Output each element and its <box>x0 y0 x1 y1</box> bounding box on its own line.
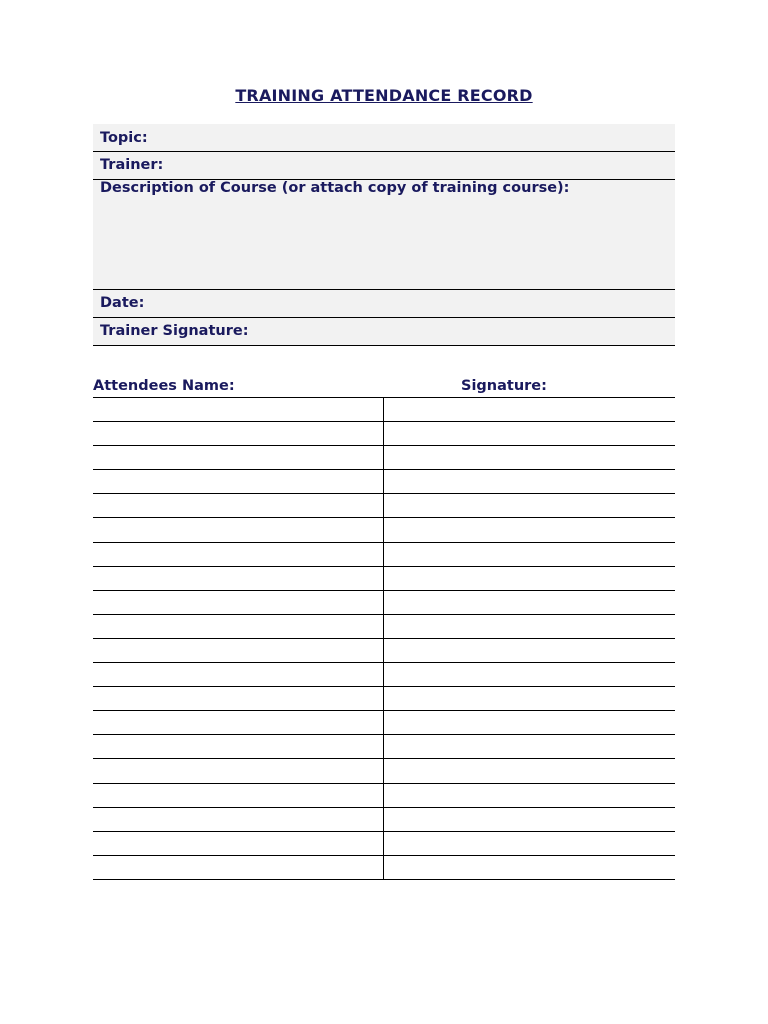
attendee-signature-cell[interactable] <box>384 567 675 590</box>
table-row <box>93 518 675 542</box>
attendee-name-cell[interactable] <box>93 398 384 421</box>
attendee-signature-cell[interactable] <box>384 398 675 421</box>
table-row <box>93 446 675 470</box>
attendee-signature-cell[interactable] <box>384 518 675 541</box>
attendee-name-cell[interactable] <box>93 639 384 662</box>
attendee-signature-cell[interactable] <box>384 446 675 469</box>
attendee-table <box>93 397 675 880</box>
attendee-signature-cell[interactable] <box>384 591 675 614</box>
table-row <box>93 735 675 759</box>
table-row <box>93 398 675 422</box>
table-row <box>93 832 675 856</box>
date-label: Date: <box>100 295 145 311</box>
attendee-name-cell[interactable] <box>93 784 384 807</box>
trainer-signature-field[interactable] <box>93 318 675 346</box>
table-row <box>93 759 675 783</box>
table-row <box>93 422 675 446</box>
attendee-signature-cell[interactable] <box>384 639 675 662</box>
attendee-name-cell[interactable] <box>93 711 384 734</box>
attendee-name-cell[interactable] <box>93 422 384 445</box>
date-field[interactable] <box>93 290 675 318</box>
attendee-signature-cell[interactable] <box>384 856 675 879</box>
attendee-name-cell[interactable] <box>93 832 384 855</box>
attendee-name-cell[interactable] <box>93 518 384 541</box>
attendee-signature-cell[interactable] <box>384 494 675 517</box>
attendee-signature-cell[interactable] <box>384 470 675 493</box>
table-row <box>93 663 675 687</box>
attendee-signature-cell[interactable] <box>384 832 675 855</box>
attendees-name-header: Attendees Name: <box>93 378 235 394</box>
table-row <box>93 470 675 494</box>
attendee-name-cell[interactable] <box>93 759 384 782</box>
topic-field[interactable] <box>93 124 675 152</box>
course-description-field[interactable] <box>93 180 675 290</box>
attendee-signature-cell[interactable] <box>384 422 675 445</box>
attendee-signature-cell[interactable] <box>384 687 675 710</box>
course-description-label: Description of Course (or attach copy of training course): <box>100 180 570 196</box>
attendee-name-cell[interactable] <box>93 591 384 614</box>
table-row <box>93 808 675 832</box>
attendee-name-cell[interactable] <box>93 567 384 590</box>
attendee-signature-cell[interactable] <box>384 615 675 638</box>
attendee-name-cell[interactable] <box>93 470 384 493</box>
attendee-signature-cell[interactable] <box>384 711 675 734</box>
attendee-signature-cell[interactable] <box>384 663 675 686</box>
attendee-name-cell[interactable] <box>93 494 384 517</box>
table-row <box>93 494 675 518</box>
attendee-name-cell[interactable] <box>93 735 384 758</box>
form-title: TRAINING ATTENDANCE RECORD <box>235 86 533 105</box>
attendee-table-header <box>93 378 675 398</box>
trainer-signature-label: Trainer Signature: <box>100 323 249 339</box>
table-row <box>93 543 675 567</box>
attendee-name-cell[interactable] <box>93 446 384 469</box>
attendee-signature-cell[interactable] <box>384 735 675 758</box>
table-row <box>93 591 675 615</box>
attendee-signature-cell[interactable] <box>384 543 675 566</box>
attendee-name-cell[interactable] <box>93 856 384 879</box>
table-row <box>93 687 675 711</box>
table-row <box>93 639 675 663</box>
attendee-name-cell[interactable] <box>93 663 384 686</box>
attendee-name-cell[interactable] <box>93 808 384 831</box>
attendee-signature-cell[interactable] <box>384 784 675 807</box>
attendee-name-cell[interactable] <box>93 543 384 566</box>
table-row <box>93 567 675 591</box>
topic-label: Topic: <box>100 130 148 146</box>
table-row <box>93 856 675 880</box>
attendee-name-cell[interactable] <box>93 687 384 710</box>
trainer-label: Trainer: <box>100 157 164 173</box>
course-info-section <box>93 124 675 346</box>
table-row <box>93 615 675 639</box>
signature-header: Signature: <box>461 378 547 394</box>
trainer-field[interactable] <box>93 152 675 180</box>
attendee-name-cell[interactable] <box>93 615 384 638</box>
table-row <box>93 711 675 735</box>
attendee-signature-cell[interactable] <box>384 759 675 782</box>
attendee-signature-cell[interactable] <box>384 808 675 831</box>
table-row <box>93 784 675 808</box>
